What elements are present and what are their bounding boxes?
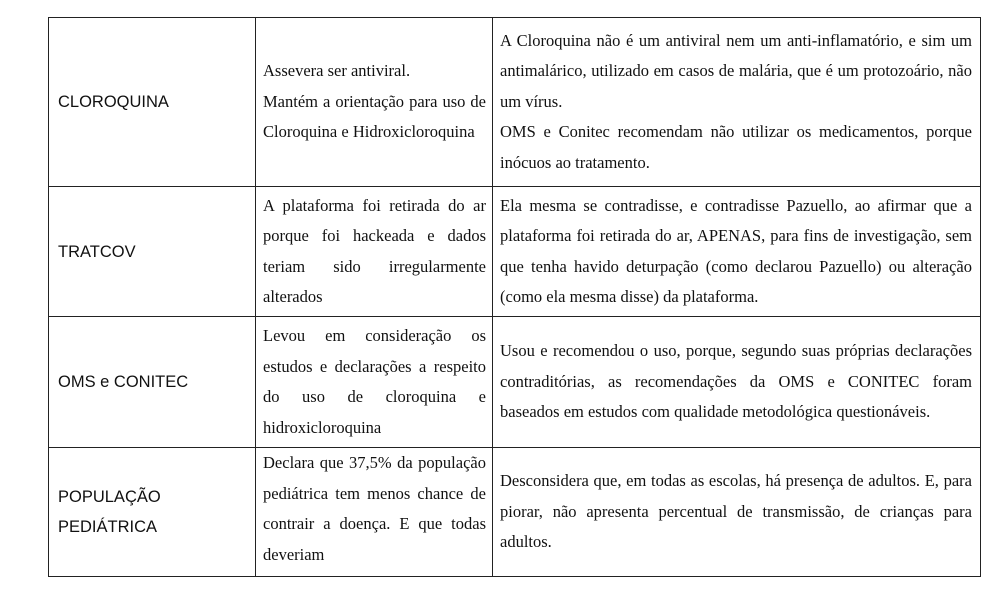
comparison-table <box>48 17 981 577</box>
claim-cell <box>256 448 493 577</box>
analysis-text: Desconsidera que, em todas as escolas, há presença de adultos. E, para piorar, não apresenta percentual de transmissão, de crianças para adultos. <box>500 471 972 552</box>
analysis-cell <box>493 18 981 187</box>
claim-text: Assevera ser antiviral. <box>263 61 411 81</box>
topic-label: OMS e CONITEC <box>58 373 189 391</box>
analysis-text: OMS e Conitec recomendam não utilizar os medicamentos, porque inócuos ao tratamento. <box>500 122 972 172</box>
table-row <box>49 18 981 187</box>
claim-text: Levou em consideração os estudos e declarações a respeito do uso de cloroquina e hidroxicloroquina <box>263 326 486 437</box>
table-row <box>49 187 981 317</box>
claim-text: Mantém a orientação para uso de Cloroquina e Hidroxicloroquina <box>263 91 486 142</box>
claim-cell <box>256 187 493 317</box>
topic-label: POPULAÇÃO PEDIÁTRICA <box>58 488 161 536</box>
analysis-text: Usou e recomendou o uso, porque, segundo suas próprias declarações contraditórias, as recomendações da OMS e CONITEC foram baseados em estudos com qualidade metodológica questionáveis. <box>500 341 972 422</box>
topic-cell <box>49 448 256 577</box>
topic-cell <box>49 317 256 448</box>
topic-label: TRATCOV <box>58 242 136 261</box>
topic-cell <box>49 187 256 317</box>
claim-text: A plataforma foi retirada do ar porque foi hackeada e dados teriam sido irregularmente alterados <box>263 195 486 306</box>
table-row <box>49 448 981 577</box>
claim-text: Declara que 37,5% da população pediátrica tem menos chance de contrair a doença. E que todas deveriam <box>263 453 486 564</box>
topic-label: CLOROQUINA <box>58 93 169 111</box>
analysis-cell <box>493 448 981 577</box>
claim-cell <box>256 317 493 448</box>
topic-cell <box>49 18 256 187</box>
analysis-cell <box>493 187 981 317</box>
claim-cell <box>256 18 493 187</box>
analysis-text: Ela mesma se contradisse, e contradisse Pazuello, ao afirmar que a plataforma foi retirada do ar, APENAS, para fins de investigação, sem que tenha havido deturpação (como declarou Pazuello) ou alteração (como ela mesma disse) da plataforma. <box>500 195 972 306</box>
analysis-text: A Cloroquina não é um antiviral nem um anti-inflamatório, e sim um antimalárico, utilizado em casos de malária, que é um protozoário, não um vírus. <box>500 30 972 111</box>
table-row <box>49 317 981 448</box>
analysis-cell <box>493 317 981 448</box>
